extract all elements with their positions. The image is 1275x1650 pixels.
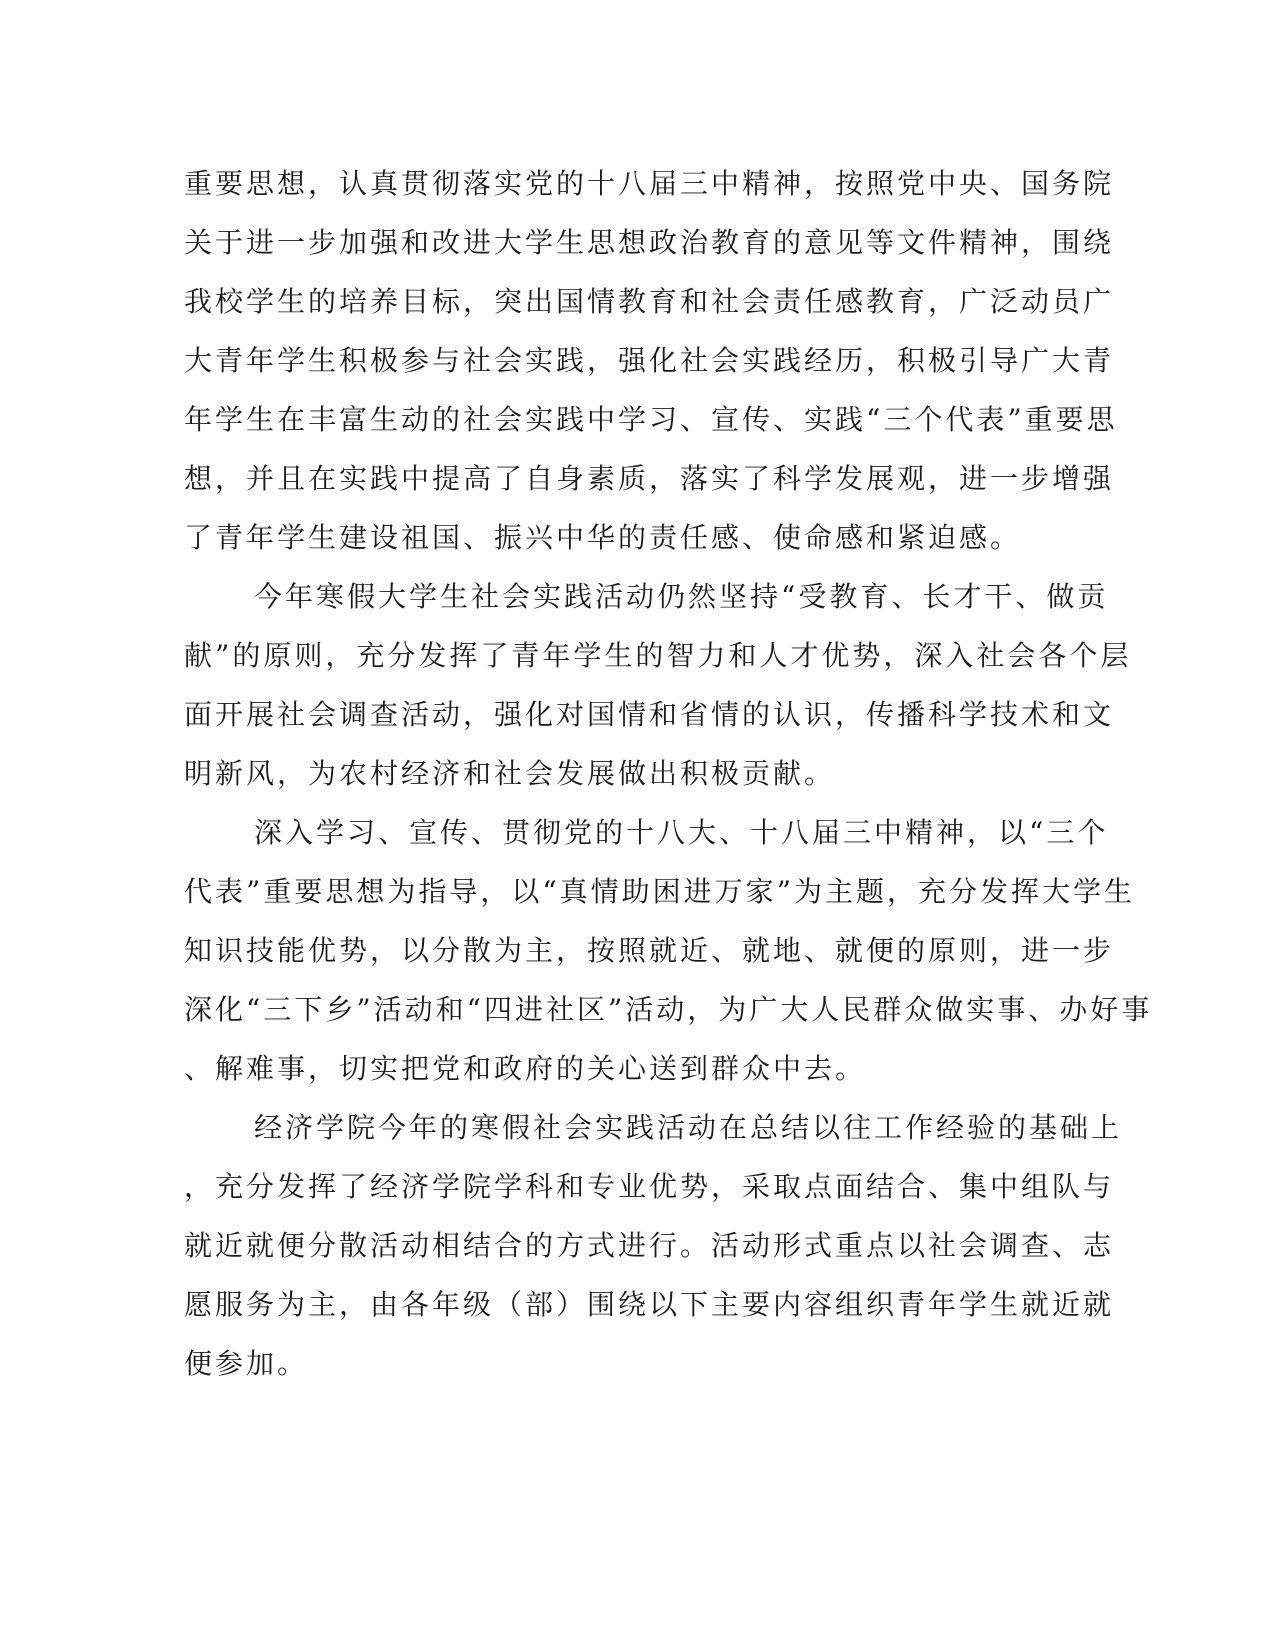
text-line: 知识技能优势，以分散为主，按照就近、就地、就便的原则，进一步: [184, 934, 1115, 967]
text-line: 了青年学生建设祖国、振兴中华的责任感、使命感和紧迫感。: [184, 521, 1022, 554]
paragraph-first-line: 深入学习、宣传、贯彻党的十八大、十八届三中精神，以“三个: [254, 816, 1109, 849]
text-line: 深化“三下乡”活动和“四进社区”活动，为广大人民群众做实事、办好事: [184, 993, 1153, 1026]
text-line: 关于进一步加强和改进大学生思想政治教育的意见等文件精神，围绕: [184, 226, 1115, 259]
text-line: 年学生在丰富生动的社会实践中学习、宣传、实践“三个代表”重要思: [184, 403, 1118, 436]
body-text: [184, 154, 1153, 1393]
text-line: 想，并且在实践中提高了自身素质，落实了科学发展观，进一步增强: [184, 462, 1115, 495]
text-line: 愿服务为主，由各年级（部）围绕以下主要内容组织青年学生就近就: [184, 1288, 1115, 1321]
text-line: ，充分发挥了经济学院学科和专业优势，采取点面结合、集中组队与: [184, 1170, 1115, 1203]
text-line: 面开展社会调查活动，强化对国情和省情的认识，传播科学技术和文: [184, 698, 1115, 731]
text-line: 重要思想，认真贯彻落实党的十八届三中精神，按照党中央、国务院: [184, 167, 1115, 200]
text-line: 便参加。: [184, 1347, 309, 1380]
text-line: 就近就便分散活动相结合的方式进行。活动形式重点以社会调查、志: [184, 1229, 1115, 1262]
paragraph-first-line: 经济学院今年的寒假社会实践活动在总结以往工作经验的基础上: [254, 1111, 1123, 1144]
text-line: 我校学生的培养目标，突出国情教育和社会责任感教育，广泛动员广: [184, 285, 1115, 318]
paragraph-first-line: 今年寒假大学生社会实践活动仍然坚持“受教育、长才干、做贡: [254, 580, 1109, 613]
text-line: 献”的原则，充分发挥了青年学生的智力和人才优势，深入社会各个层: [184, 639, 1132, 672]
text-line: 、解难事，切实把党和政府的关心送到群众中去。: [184, 1052, 867, 1085]
text-line: 明新风，为农村经济和社会发展做出积极贡献。: [184, 757, 836, 790]
text-line: 大青年学生积极参与社会实践，强化社会实践经历，积极引导广大青: [184, 344, 1115, 377]
text-line: 代表”重要思想为指导，以“真情助困进万家”为主题，充分发挥大学生: [184, 875, 1135, 908]
